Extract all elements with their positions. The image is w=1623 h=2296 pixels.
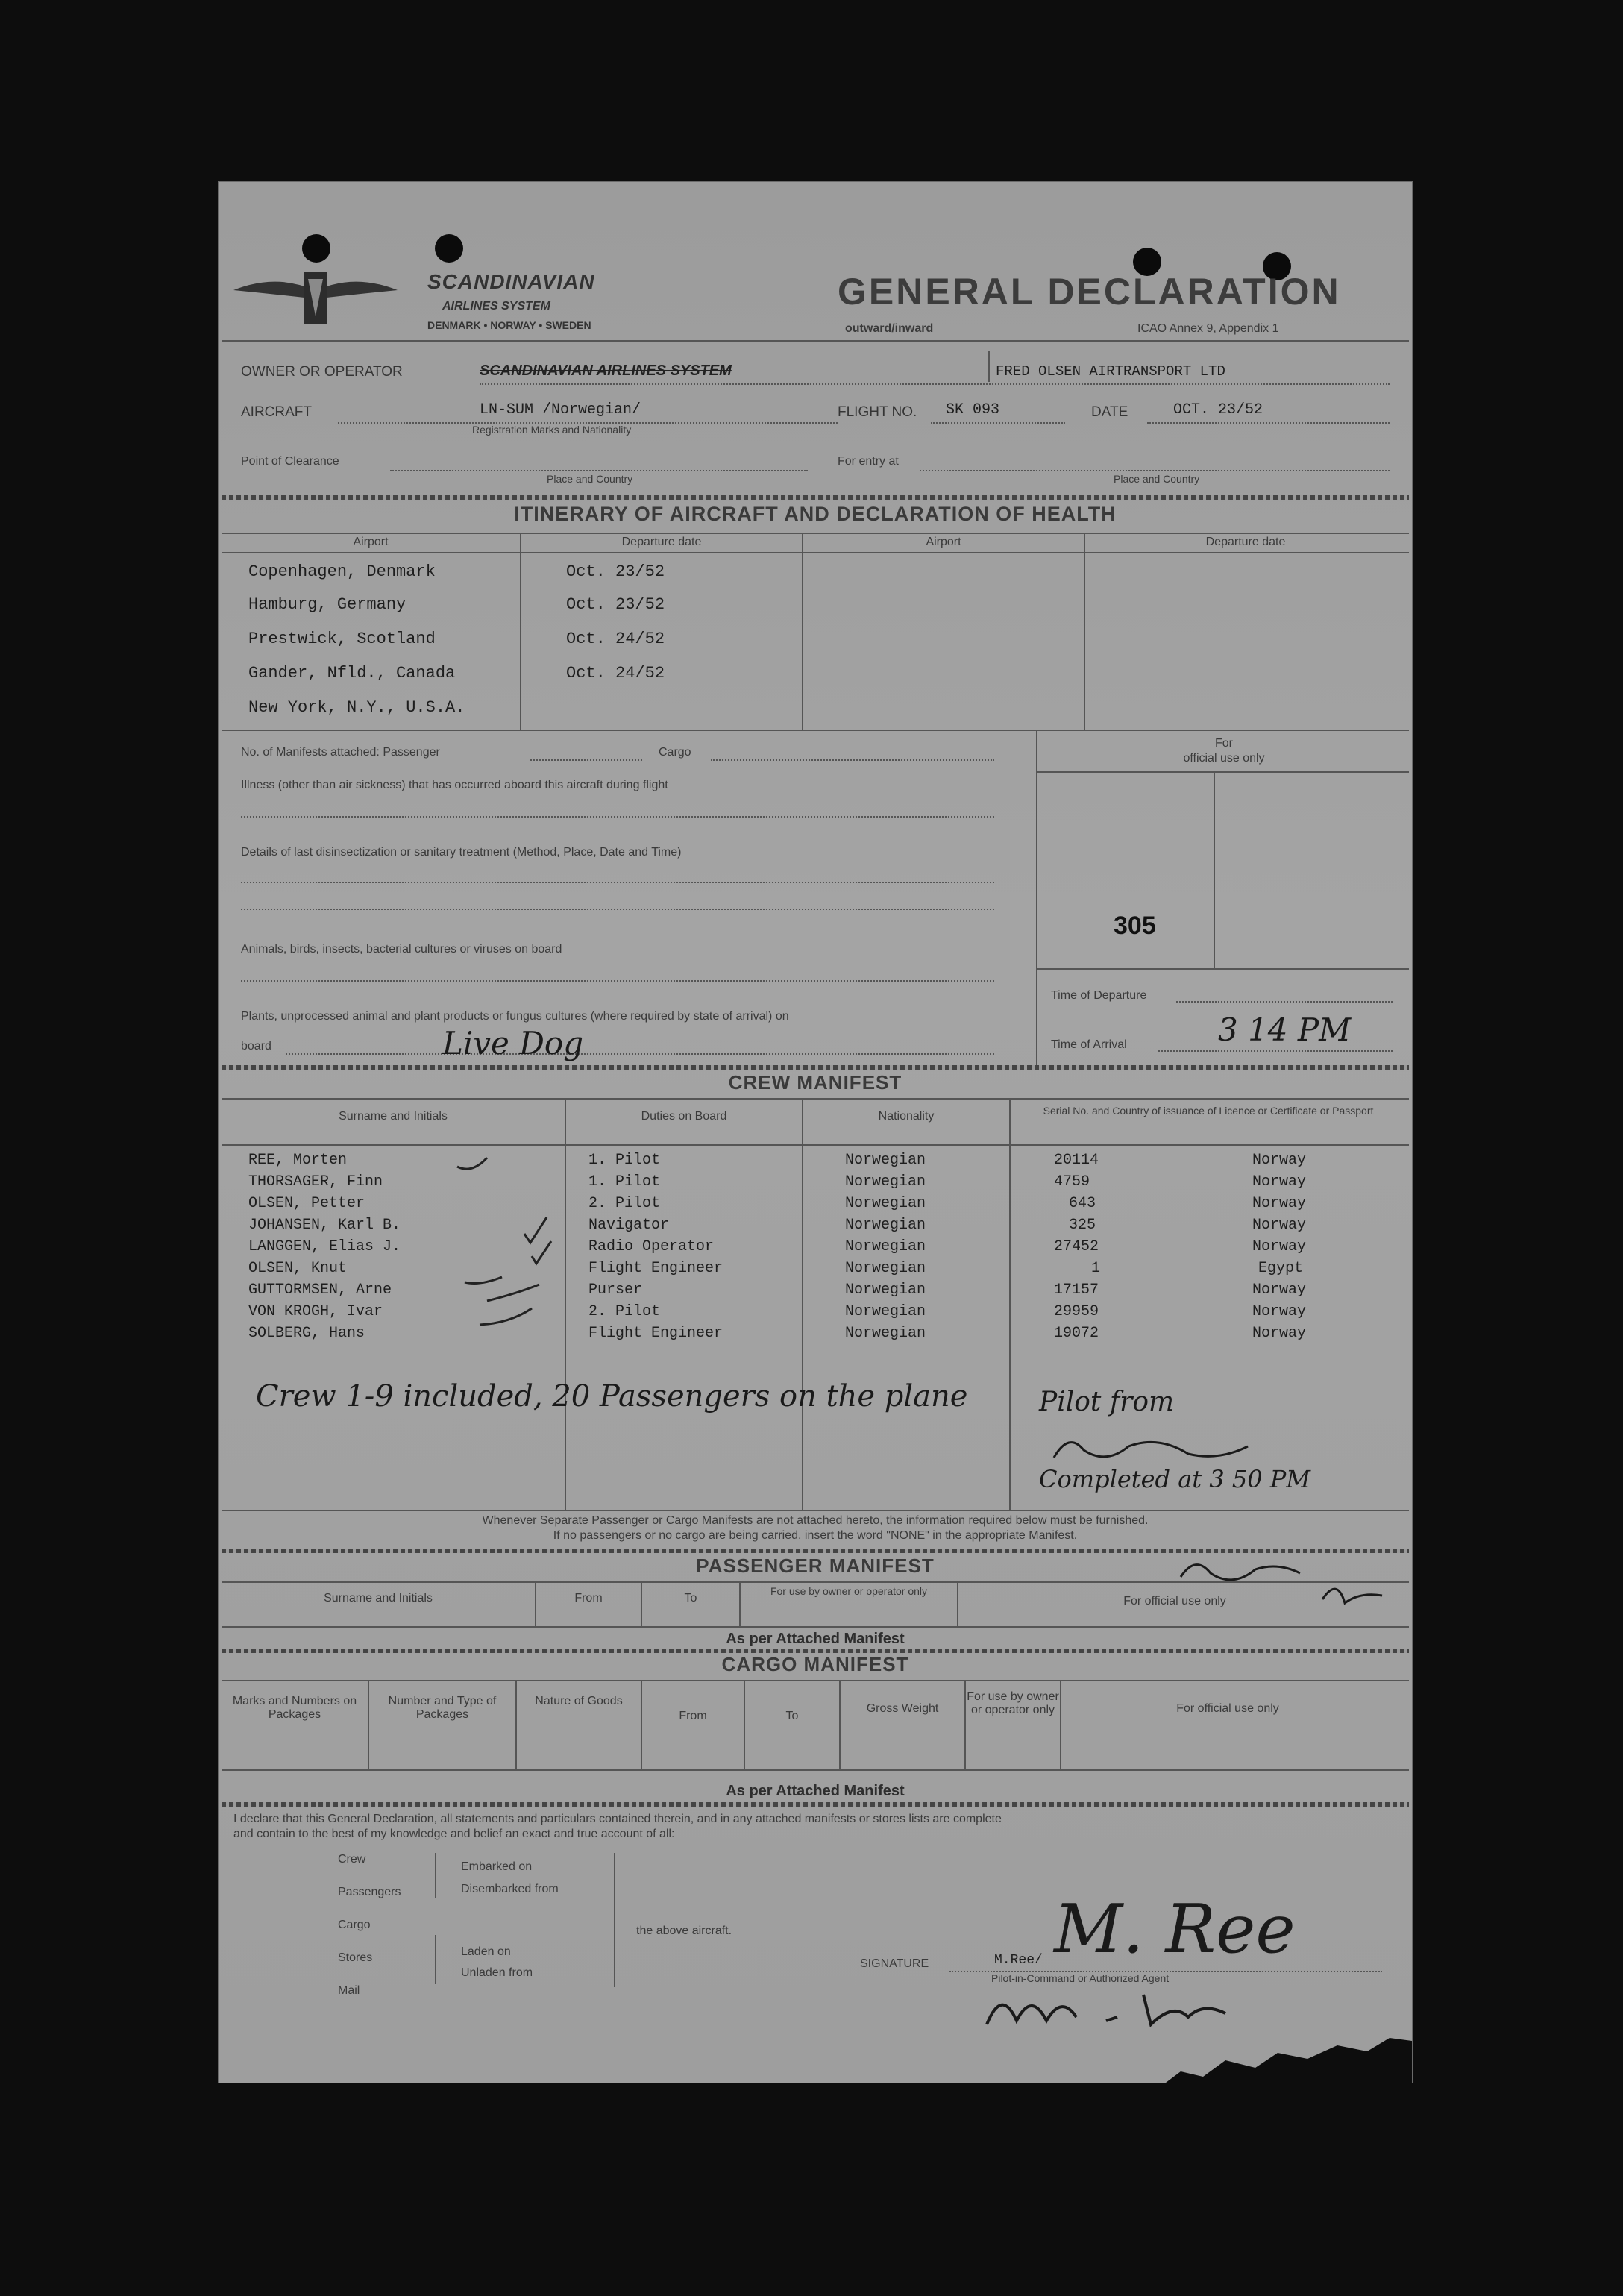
time-of-arrival-label: Time of Arrival xyxy=(1051,1038,1127,1051)
airline-subtitle: AIRLINES SYSTEM xyxy=(442,300,550,313)
general-declaration-form xyxy=(218,181,1413,2083)
crew-name: SOLBERG, Hans xyxy=(248,1325,365,1342)
crew-nationality: Norwegian xyxy=(845,1238,926,1255)
crew-name: LANGGEN, Elias J. xyxy=(248,1238,401,1255)
itinerary-airport: Gander, Nfld., Canada xyxy=(248,664,456,683)
date-value: OCT. 23/52 xyxy=(1173,401,1263,418)
declaration-above-aircraft: the above aircraft. xyxy=(636,1925,732,1937)
airline-name: SCANDINAVIAN xyxy=(427,270,595,293)
cargo-attached-note: As per Attached Manifest xyxy=(726,1783,905,1799)
crew-duty: 2. Pilot xyxy=(588,1195,661,1212)
crew-serial: 325 xyxy=(1069,1217,1096,1234)
crew-serial: 27452 xyxy=(1054,1238,1099,1255)
crew-col-nationality: Nationality xyxy=(878,1110,935,1123)
point-of-clearance-label: Point of Clearance xyxy=(241,455,339,468)
itinerary-title: ITINERARY OF AIRCRAFT AND DECLARATION OF HEALTH xyxy=(514,503,1117,525)
crew-duty: Flight Engineer xyxy=(588,1325,723,1342)
declaration-item-cargo: Cargo xyxy=(338,1919,371,1931)
itinerary-airport: New York, N.Y., U.S.A. xyxy=(248,698,465,717)
crew-col-surname: Surname and Initials xyxy=(339,1110,448,1123)
passenger-col-official: For official use only xyxy=(1123,1595,1226,1607)
arrival-handwritten-value: 3 14 PM xyxy=(1218,1011,1352,1048)
declaration-item-crew: Crew xyxy=(338,1853,366,1866)
board-label: board xyxy=(241,1040,271,1053)
crew-duty: Navigator xyxy=(588,1217,670,1234)
crew-completed-note: Completed at 3 50 PM xyxy=(1039,1465,1311,1493)
itinerary-airport: Prestwick, Scotland xyxy=(248,630,436,648)
board-handwritten-value: Live Dog xyxy=(442,1025,584,1061)
airline-countries: DENMARK • NORWAY • SWEDEN xyxy=(427,319,591,331)
crew-serial: 4759 xyxy=(1054,1173,1090,1191)
itinerary-date: Oct. 24/52 xyxy=(566,664,665,683)
date-label: DATE xyxy=(1091,404,1128,420)
crew-col-serial: Serial No. and Country of issuance of Licence or Certificate or Passport xyxy=(1043,1105,1374,1117)
itinerary-airport: Hamburg, Germany xyxy=(248,595,406,614)
crew-duty: 2. Pilot xyxy=(588,1303,661,1320)
crew-handwritten-note-2: Pilot from xyxy=(1039,1387,1175,1417)
crew-duty: 1. Pilot xyxy=(588,1152,661,1169)
crew-country: Norway xyxy=(1252,1325,1307,1342)
plants-label: Plants, unprocessed animal and plant products or fungus cultures (where required by state of arrival) on xyxy=(241,1010,789,1023)
crew-duty: Purser xyxy=(588,1282,643,1299)
cargo-manifest-title: CARGO MANIFEST xyxy=(721,1653,909,1675)
crew-name: GUTTORMSEN, Arne xyxy=(248,1282,392,1299)
cargo-col-weight: Gross Weight xyxy=(866,1702,939,1715)
crew-nationality: Norwegian xyxy=(845,1152,926,1169)
passenger-col-to: To xyxy=(684,1592,697,1605)
signature-label: SIGNATURE xyxy=(860,1957,929,1970)
animals-label: Animals, birds, insects, bacterial cultures or viruses on board xyxy=(241,943,562,956)
crew-serial: 643 xyxy=(1069,1195,1096,1212)
crew-manifest-title: CREW MANIFEST xyxy=(728,1071,902,1094)
itinerary-date: Oct. 24/52 xyxy=(566,630,665,648)
itinerary-col-departure-2: Departure date xyxy=(1205,536,1286,548)
owner-struck-value: SCANDINAVIAN AIRLINES SYSTEM xyxy=(480,363,732,379)
declaration-laden: Laden on xyxy=(461,1945,511,1958)
crew-serial: 17157 xyxy=(1054,1282,1099,1299)
crew-nationality: Norwegian xyxy=(845,1303,926,1320)
punch-hole xyxy=(435,234,463,263)
owner-label: OWNER OR OPERATOR xyxy=(241,364,403,380)
airline-wings-icon xyxy=(226,257,405,331)
declaration-unladen: Unladen from xyxy=(461,1966,533,1979)
crew-country: Norway xyxy=(1252,1282,1307,1299)
aircraft-value: LN-SUM /Norwegian/ xyxy=(480,401,641,418)
itinerary-airport: Copenhagen, Denmark xyxy=(248,562,436,581)
declaration-item-mail: Mail xyxy=(338,1984,360,1997)
crew-name: JOHANSEN, Karl B. xyxy=(248,1217,401,1234)
crew-serial: 1 xyxy=(1091,1260,1101,1277)
cargo-col-owner: For use by owner or operator only xyxy=(967,1690,1059,1716)
cargo-col-official: For official use only xyxy=(1176,1702,1279,1715)
handwritten-check-marks xyxy=(442,1152,591,1338)
icao-annex-label: ICAO Annex 9, Appendix 1 xyxy=(1137,322,1279,335)
crew-duty: Flight Engineer xyxy=(588,1260,723,1277)
official-stamp-number: 305 xyxy=(1114,912,1156,940)
crew-country: Norway xyxy=(1252,1217,1307,1234)
time-of-departure-label: Time of Departure xyxy=(1051,989,1147,1002)
signature-typed-name: M.Ree/ xyxy=(994,1953,1043,1968)
illness-label: Illness (other than air sickness) that has occurred aboard this aircraft during flight xyxy=(241,779,668,791)
flight-no-value: SK 093 xyxy=(946,401,1000,418)
declaration-item-stores: Stores xyxy=(338,1951,373,1964)
itinerary-col-airport-2: Airport xyxy=(926,536,961,548)
itinerary-date: Oct. 23/52 xyxy=(566,595,665,614)
crew-serial: 19072 xyxy=(1054,1325,1099,1342)
crew-name: OLSEN, Knut xyxy=(248,1260,348,1277)
itinerary-col-departure: Departure date xyxy=(621,536,702,548)
crew-country: Norway xyxy=(1252,1238,1307,1255)
cargo-col-to: To xyxy=(785,1710,799,1722)
crew-serial: 20114 xyxy=(1054,1152,1099,1169)
itinerary-date: Oct. 23/52 xyxy=(566,562,665,581)
notice-line-2: If no passengers or no cargo are being carried, insert the word "NONE" in the appropriate Manifest. xyxy=(553,1529,1078,1542)
direction-label: outward/inward xyxy=(845,322,934,335)
cargo-col-marks: Marks and Numbers on Packages xyxy=(232,1695,357,1721)
clearance-caption: Place and Country xyxy=(547,473,633,485)
crew-country: Norway xyxy=(1252,1195,1307,1212)
aircraft-caption: Registration Marks and Nationality xyxy=(472,424,632,436)
crew-name: REE, Morten xyxy=(248,1152,348,1169)
passenger-col-from: From xyxy=(574,1592,603,1605)
owner-typed-value: FRED OLSEN AIRTRANSPORT LTD xyxy=(996,363,1225,380)
cargo-col-nature: Nature of Goods xyxy=(535,1695,623,1707)
crew-nationality: Norwegian xyxy=(845,1325,926,1342)
crew-country: Egypt xyxy=(1258,1260,1304,1277)
crew-nationality: Norwegian xyxy=(845,1260,926,1277)
page-title: GENERAL DECLARATION xyxy=(838,271,1341,313)
torn-paper-edge xyxy=(1166,2030,1412,2083)
crew-handwritten-note: Crew 1-9 included, 20 Passengers on the plane xyxy=(256,1379,968,1414)
disinsection-label: Details of last disinsectization or sanitary treatment (Method, Place, Date and Time) xyxy=(241,846,682,859)
crew-col-duties: Duties on Board xyxy=(641,1110,727,1123)
crew-nationality: Norwegian xyxy=(845,1282,926,1299)
declaration-embarked: Embarked on xyxy=(461,1860,533,1873)
declaration-text-1: I declare that this General Declaration, all statements and particulars contained therein, and in any attached manifests or stores lists are complete xyxy=(233,1813,1002,1825)
crew-duty: 1. Pilot xyxy=(588,1173,661,1191)
official-for-label: For xyxy=(1215,737,1233,750)
aircraft-label: AIRCRAFT xyxy=(241,404,312,420)
crew-serial: 29959 xyxy=(1054,1303,1099,1320)
declaration-item-passengers: Passengers xyxy=(338,1886,401,1898)
crew-name: THORSAGER, Finn xyxy=(248,1173,383,1191)
cargo-col-number: Number and Type of Packages xyxy=(388,1695,497,1721)
crew-nationality: Norwegian xyxy=(845,1173,926,1191)
crew-country: Norway xyxy=(1252,1303,1307,1320)
cargo-col-from: From xyxy=(679,1710,707,1722)
entry-label: For entry at xyxy=(838,455,899,468)
official-use-only-label: official use only xyxy=(1183,752,1265,765)
signature-caption: Pilot-in-Command or Authorized Agent xyxy=(991,1972,1170,1984)
passenger-attached-note: As per Attached Manifest xyxy=(726,1631,905,1647)
itinerary-col-airport: Airport xyxy=(353,536,389,548)
entry-caption: Place and Country xyxy=(1114,473,1200,485)
notice-line-1: Whenever Separate Passenger or Cargo Manifests are not attached hereto, the information required below must be furnished. xyxy=(482,1514,1149,1527)
crew-name: VON KROGH, Ivar xyxy=(248,1303,383,1320)
passenger-col-owner: For use by owner or operator only xyxy=(770,1585,928,1597)
crew-country: Norway xyxy=(1252,1173,1307,1191)
crew-nationality: Norwegian xyxy=(845,1217,926,1234)
declaration-disembarked: Disembarked from xyxy=(461,1883,559,1895)
flight-no-label: FLIGHT NO. xyxy=(838,404,917,420)
passenger-manifest-title: PASSENGER MANIFEST xyxy=(696,1555,935,1577)
manifests-label: No. of Manifests attached: Passenger xyxy=(241,746,440,759)
signature-handwritten: M. Ree xyxy=(1054,1890,1296,1969)
crew-duty: Radio Operator xyxy=(588,1238,715,1255)
crew-nationality: Norwegian xyxy=(845,1195,926,1212)
cargo-count-label: Cargo xyxy=(659,746,691,759)
crew-country: Norway xyxy=(1252,1152,1307,1169)
declaration-text-2: and contain to the best of my knowledge and belief an exact and true account of all: xyxy=(233,1828,675,1840)
crew-name: OLSEN, Petter xyxy=(248,1195,365,1212)
passenger-col-surname: Surname and Initials xyxy=(324,1592,433,1605)
handwritten-initials xyxy=(1173,1547,1397,1622)
